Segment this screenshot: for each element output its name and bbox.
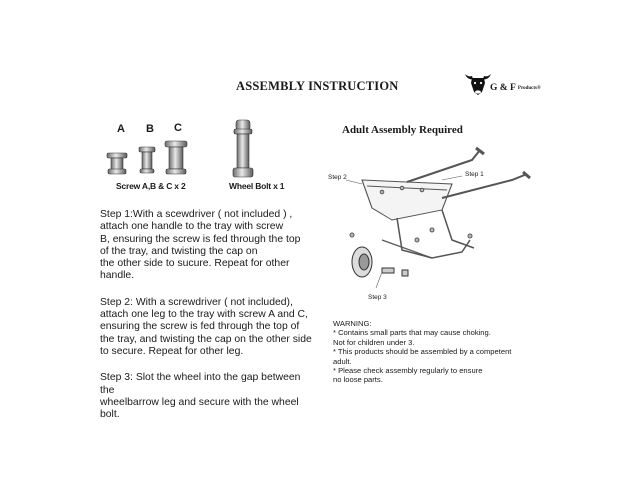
screws-icon [105,135,195,180]
step-3-label: Step 3 [368,294,387,301]
warning-title: WARNING: [333,319,372,328]
screw-letter-c: C [174,122,182,134]
page-title: ASSEMBLY INSTRUCTION [236,79,399,93]
step-2-text: Step 2: With a screwdriver ( not included), attach one leg to the tray with screw A and C, ensuring the screw is fed through the top of the tray, and twisting the cap on the other side to secure. Repeat for other leg. [100,296,312,357]
warning-line-3: * Please check assembly regularly to ensure no loose parts. [333,366,483,385]
brand-name [490,83,541,93]
adult-assembly-heading: Adult Assembly Required [342,124,463,136]
warning-block [333,319,553,385]
bull-logo-icon [463,70,493,98]
brand-label: G & F [490,83,516,93]
screw-letter-b: B [146,123,154,135]
warning-line-1: * Contains small parts that may cause choking. Not for children under 3. [333,328,491,347]
step-2-label: Step 2 [328,174,347,181]
wheel-bolt-icon [228,118,258,180]
step-1-label: Step 1 [465,171,484,178]
assembly-steps [100,209,315,435]
screw-letter-a: A [117,123,125,135]
brand-suffix: Products® [517,86,541,91]
step-1-text: Step 1:With a scewdriver ( not included ) , attach one handle to the tray with screw B, ensuring the screw is fed through the top of the tray, and twisting the cap on the other side to sucure. Repeat for other handle. [100,209,301,282]
screw-caption: Screw A,B & C x 2 [116,181,186,191]
step-3-text: Step 3: Slot the wheel into the gap between the wheelbarrow leg and secure with the wheel bolt. [100,372,301,421]
warning-line-2: * This products should be assembled by a competent adult. [333,347,512,366]
wheelbarrow-diagram [322,140,542,305]
wheel-bolt-caption: Wheel Bolt x 1 [229,181,285,191]
